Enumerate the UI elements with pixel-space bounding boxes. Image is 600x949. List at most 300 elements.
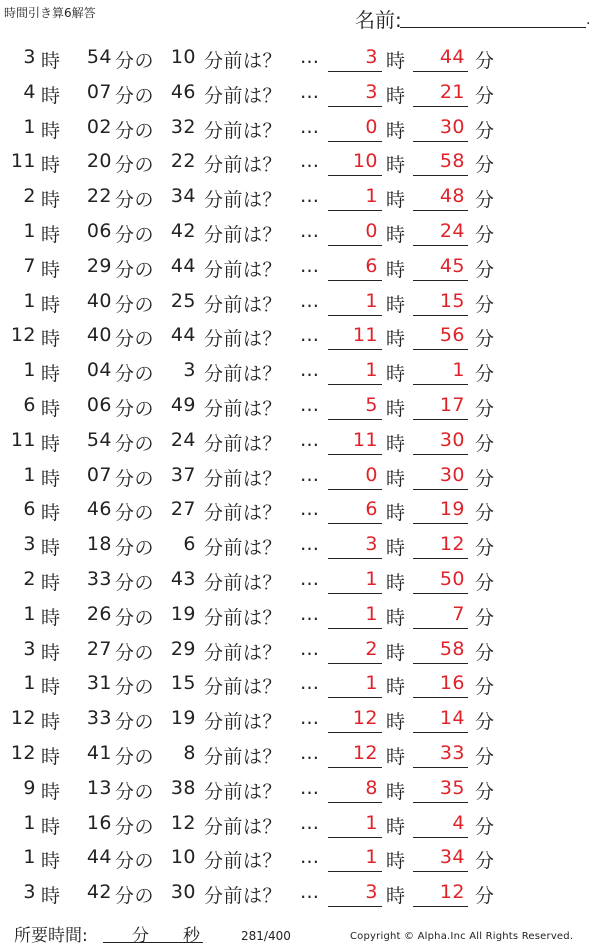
answer-minute-label: 分 <box>475 745 495 768</box>
minute-of-label: 分の <box>115 84 155 107</box>
minutes-before: 19 <box>170 707 196 730</box>
answer-minute-blank[interactable] <box>413 384 468 385</box>
start-minute: 02 <box>86 115 112 138</box>
answer-hour-label: 時 <box>386 84 406 107</box>
answer-minute-label: 分 <box>475 885 495 908</box>
problem-row <box>0 875 600 910</box>
answer-minute: 14 <box>439 707 465 730</box>
start-hour: 11 <box>10 150 36 173</box>
start-minute: 20 <box>86 150 112 173</box>
question-label: 分前は？ <box>204 502 283 525</box>
answer-hour: 1 <box>365 672 378 695</box>
answer-hour: 1 <box>365 289 378 312</box>
problem-row <box>0 701 600 736</box>
problem-row <box>0 806 600 841</box>
answer-hour: 5 <box>365 393 378 416</box>
answer-minute: 58 <box>439 150 465 173</box>
ellipsis: … <box>300 463 319 486</box>
answer-hour: 1 <box>365 846 378 869</box>
answer-hour-blank[interactable] <box>328 349 382 350</box>
answer-minute-blank[interactable] <box>413 419 468 420</box>
answer-hour-blank[interactable] <box>328 558 382 559</box>
question-label: 分前は？ <box>204 641 283 664</box>
minutes-before: 30 <box>170 881 196 904</box>
ellipsis: … <box>300 741 319 764</box>
answer-minute: 34 <box>439 846 465 869</box>
answer-hour-label: 時 <box>386 571 406 594</box>
answer-minute: 1 <box>452 359 465 382</box>
answer-hour-label: 時 <box>386 154 406 177</box>
ellipsis: … <box>300 776 319 799</box>
answer-hour-blank[interactable] <box>328 593 382 594</box>
start-minute: 18 <box>86 533 112 556</box>
minute-of-label: 分の <box>115 676 155 699</box>
answer-minute: 50 <box>439 567 465 590</box>
answer-minute-blank[interactable] <box>413 628 468 629</box>
answer-minute-blank[interactable] <box>413 245 468 246</box>
answer-minute-blank[interactable] <box>413 837 468 838</box>
start-hour: 3 <box>23 533 36 556</box>
start-hour: 1 <box>23 289 36 312</box>
answer-minute-label: 分 <box>475 293 495 316</box>
answer-minute: 21 <box>439 80 465 103</box>
answer-hour: 1 <box>365 359 378 382</box>
answer-hour: 11 <box>352 428 378 451</box>
answer-minute-label: 分 <box>475 223 495 246</box>
start-hour: 12 <box>10 707 36 730</box>
answer-minute: 7 <box>452 602 465 625</box>
answer-minute-label: 分 <box>475 50 495 72</box>
hour-label: 時 <box>41 571 61 594</box>
answer-minute-blank[interactable] <box>413 523 468 524</box>
minute-of-label: 分の <box>115 537 155 560</box>
answer-minute-blank[interactable] <box>413 871 468 872</box>
answer-minute-blank[interactable] <box>413 697 468 698</box>
start-hour: 1 <box>23 359 36 382</box>
answer-hour-label: 時 <box>386 641 406 664</box>
name-field-line[interactable] <box>400 27 586 28</box>
ellipsis: … <box>300 811 319 834</box>
problem-row <box>0 597 600 632</box>
answer-hour-blank[interactable] <box>328 837 382 838</box>
minute-of-label: 分の <box>115 397 155 420</box>
answer-minute-blank[interactable] <box>413 210 468 211</box>
ellipsis: … <box>300 428 319 451</box>
answer-minute-blank[interactable] <box>413 732 468 733</box>
answer-hour-label: 時 <box>386 467 406 490</box>
answer-minute-label: 分 <box>475 571 495 594</box>
minute-of-label: 分の <box>115 328 155 351</box>
question-label: 分前は？ <box>204 293 283 316</box>
answer-hour-blank[interactable] <box>328 906 382 907</box>
start-hour: 1 <box>23 846 36 869</box>
problem-row <box>0 144 600 179</box>
hour-label: 時 <box>41 154 61 177</box>
problem-row <box>0 632 600 667</box>
answer-hour-label: 時 <box>386 676 406 699</box>
answer-minute-blank[interactable] <box>413 454 468 455</box>
problem-row <box>0 318 600 353</box>
time-spent-label: 所要時間: <box>14 926 88 946</box>
minute-of-label: 分の <box>115 154 155 177</box>
ellipsis: … <box>300 672 319 695</box>
minutes-before: 27 <box>170 498 196 521</box>
start-minute: 41 <box>86 741 112 764</box>
page-number: 281/400 <box>241 929 291 943</box>
ellipsis: … <box>300 881 319 904</box>
worksheet-title: 時間引き算6解答 <box>4 6 96 20</box>
answer-hour-label: 時 <box>386 850 406 873</box>
time-spent-minute-label: 分 <box>132 926 149 946</box>
answer-hour-blank[interactable] <box>328 71 382 72</box>
answer-minute-blank[interactable] <box>413 315 468 316</box>
minutes-before: 8 <box>183 741 196 764</box>
question-label: 分前は？ <box>204 363 283 386</box>
answer-minute-label: 分 <box>475 432 495 455</box>
answer-minute: 30 <box>439 463 465 486</box>
start-hour: 4 <box>23 80 36 103</box>
answer-hour-blank[interactable] <box>328 315 382 316</box>
problem-row <box>0 492 600 527</box>
minutes-before: 29 <box>170 637 196 660</box>
question-label: 分前は？ <box>204 84 283 107</box>
ellipsis: … <box>300 46 319 68</box>
answer-hour-blank[interactable] <box>328 663 382 664</box>
hour-label: 時 <box>41 119 61 142</box>
answer-minute-blank[interactable] <box>413 175 468 176</box>
answer-minute-blank[interactable] <box>413 802 468 803</box>
minute-of-label: 分の <box>115 432 155 455</box>
answer-minute-label: 分 <box>475 84 495 107</box>
ellipsis: … <box>300 846 319 869</box>
answer-hour-blank[interactable] <box>328 732 382 733</box>
minutes-before: 24 <box>170 428 196 451</box>
minute-of-label: 分の <box>115 467 155 490</box>
question-label: 分前は？ <box>204 885 283 908</box>
problem-row <box>0 423 600 458</box>
problem-row <box>0 527 600 562</box>
answer-hour: 1 <box>365 567 378 590</box>
start-hour: 3 <box>23 46 36 68</box>
start-minute: 07 <box>86 80 112 103</box>
answer-hour: 0 <box>365 463 378 486</box>
answer-minute-label: 分 <box>475 606 495 629</box>
ellipsis: … <box>300 150 319 173</box>
answer-hour: 3 <box>365 881 378 904</box>
answer-hour: 12 <box>352 707 378 730</box>
ellipsis: … <box>300 567 319 590</box>
question-label: 分前は？ <box>204 676 283 699</box>
problem-row <box>0 458 600 493</box>
start-minute: 33 <box>86 707 112 730</box>
minutes-before: 38 <box>170 776 196 799</box>
hour-label: 時 <box>41 815 61 838</box>
start-minute: 07 <box>86 463 112 486</box>
hour-label: 時 <box>41 432 61 455</box>
question-label: 分前は？ <box>204 711 283 734</box>
answer-hour-blank[interactable] <box>328 767 382 768</box>
minute-of-label: 分の <box>115 502 155 525</box>
answer-minute-blank[interactable] <box>413 280 468 281</box>
problem-row <box>0 214 600 249</box>
answer-minute-blank[interactable] <box>413 349 468 350</box>
start-minute: 33 <box>86 567 112 590</box>
question-label: 分前は？ <box>204 467 283 490</box>
answer-minute-label: 分 <box>475 258 495 281</box>
problem-row <box>0 110 600 145</box>
answer-minute-label: 分 <box>475 537 495 560</box>
start-hour: 1 <box>23 115 36 138</box>
answer-hour-blank[interactable] <box>328 489 382 490</box>
answer-minute-label: 分 <box>475 502 495 525</box>
minute-of-label: 分の <box>115 850 155 873</box>
answer-minute-blank[interactable] <box>413 906 468 907</box>
start-minute: 42 <box>86 881 112 904</box>
minute-of-label: 分の <box>115 363 155 386</box>
answer-minute-blank[interactable] <box>413 593 468 594</box>
answer-hour-blank[interactable] <box>328 697 382 698</box>
answer-hour: 10 <box>352 150 378 173</box>
start-hour: 3 <box>23 637 36 660</box>
answer-hour-blank[interactable] <box>328 802 382 803</box>
answer-minute-label: 分 <box>475 780 495 803</box>
minute-of-label: 分の <box>115 885 155 908</box>
answer-hour: 11 <box>352 324 378 347</box>
minute-of-label: 分の <box>115 606 155 629</box>
answer-hour-blank[interactable] <box>328 871 382 872</box>
start-minute: 44 <box>86 846 112 869</box>
answer-hour: 6 <box>365 254 378 277</box>
start-minute: 13 <box>86 776 112 799</box>
answer-hour-blank[interactable] <box>328 106 382 107</box>
answer-minute: 30 <box>439 428 465 451</box>
answer-minute-label: 分 <box>475 641 495 664</box>
answer-minute-blank[interactable] <box>413 663 468 664</box>
ellipsis: … <box>300 324 319 347</box>
answer-hour-blank[interactable] <box>328 245 382 246</box>
answer-hour: 0 <box>365 219 378 242</box>
minutes-before: 44 <box>170 254 196 277</box>
answer-hour: 1 <box>365 602 378 625</box>
start-minute: 06 <box>86 219 112 242</box>
answer-minute-blank[interactable] <box>413 558 468 559</box>
minutes-before: 15 <box>170 672 196 695</box>
start-minute: 27 <box>86 637 112 660</box>
answer-hour: 3 <box>365 533 378 556</box>
answer-hour-label: 時 <box>386 119 406 142</box>
minutes-before: 10 <box>170 846 196 869</box>
answer-minute: 56 <box>439 324 465 347</box>
minutes-before: 46 <box>170 80 196 103</box>
minute-of-label: 分の <box>115 119 155 142</box>
hour-label: 時 <box>41 84 61 107</box>
start-minute: 26 <box>86 602 112 625</box>
hour-label: 時 <box>41 397 61 420</box>
answer-hour-label: 時 <box>386 711 406 734</box>
answer-minute-blank[interactable] <box>413 767 468 768</box>
answer-hour-label: 時 <box>386 502 406 525</box>
answer-hour-blank[interactable] <box>328 141 382 142</box>
answer-minute-blank[interactable] <box>413 106 468 107</box>
start-hour: 7 <box>23 254 36 277</box>
ellipsis: … <box>300 533 319 556</box>
ellipsis: … <box>300 289 319 312</box>
minutes-before: 22 <box>170 150 196 173</box>
problem-row <box>0 840 600 875</box>
hour-label: 時 <box>41 223 61 246</box>
answer-hour-label: 時 <box>386 189 406 212</box>
start-minute: 29 <box>86 254 112 277</box>
answer-hour-label: 時 <box>386 745 406 768</box>
start-minute: 22 <box>86 185 112 208</box>
answer-hour-blank[interactable] <box>328 454 382 455</box>
ellipsis: … <box>300 707 319 730</box>
ellipsis: … <box>300 185 319 208</box>
answer-hour-blank[interactable] <box>328 628 382 629</box>
answer-minute: 30 <box>439 115 465 138</box>
ellipsis: … <box>300 80 319 103</box>
start-minute: 06 <box>86 393 112 416</box>
answer-minute-label: 分 <box>475 328 495 351</box>
question-label: 分前は？ <box>204 258 283 281</box>
answer-hour-label: 時 <box>386 363 406 386</box>
question-label: 分前は？ <box>204 223 283 246</box>
time-spent-second-label: 秒 <box>183 926 200 946</box>
answer-minute: 44 <box>439 46 465 68</box>
answer-minute-label: 分 <box>475 363 495 386</box>
minute-of-label: 分の <box>115 50 155 72</box>
answer-minute: 35 <box>439 776 465 799</box>
start-hour: 11 <box>10 428 36 451</box>
answer-minute: 48 <box>439 185 465 208</box>
answer-hour-blank[interactable] <box>328 523 382 524</box>
start-minute: 04 <box>86 359 112 382</box>
answer-minute-blank[interactable] <box>413 141 468 142</box>
answer-hour-label: 時 <box>386 606 406 629</box>
question-label: 分前は？ <box>204 154 283 177</box>
answer-minute: 4 <box>452 811 465 834</box>
answer-minute: 58 <box>439 637 465 660</box>
minutes-before: 12 <box>170 811 196 834</box>
ellipsis: … <box>300 115 319 138</box>
minutes-before: 32 <box>170 115 196 138</box>
answer-hour-blank[interactable] <box>328 384 382 385</box>
start-minute: 31 <box>86 672 112 695</box>
copyright-notice: Copyright © Alpha.Inc All Rights Reserved. <box>350 931 574 942</box>
hour-label: 時 <box>41 850 61 873</box>
ellipsis: … <box>300 393 319 416</box>
minutes-before: 42 <box>170 219 196 242</box>
minutes-before: 25 <box>170 289 196 312</box>
start-minute: 54 <box>86 46 112 68</box>
start-hour: 2 <box>23 185 36 208</box>
answer-hour-blank[interactable] <box>328 175 382 176</box>
start-minute: 40 <box>86 324 112 347</box>
answer-minute: 24 <box>439 219 465 242</box>
problem-row <box>0 284 600 319</box>
minutes-before: 6 <box>183 533 196 556</box>
hour-label: 時 <box>41 502 61 525</box>
minutes-before: 34 <box>170 185 196 208</box>
start-hour: 1 <box>23 672 36 695</box>
start-minute: 40 <box>86 289 112 312</box>
answer-hour: 6 <box>365 498 378 521</box>
name-field-dot: . <box>586 12 591 28</box>
ellipsis: … <box>300 637 319 660</box>
answer-minute-label: 分 <box>475 711 495 734</box>
answer-minute: 12 <box>439 533 465 556</box>
question-label: 分前は？ <box>204 815 283 838</box>
start-hour: 1 <box>23 219 36 242</box>
answer-minute: 17 <box>439 393 465 416</box>
question-label: 分前は？ <box>204 50 283 72</box>
hour-label: 時 <box>41 328 61 351</box>
answer-minute-label: 分 <box>475 119 495 142</box>
hour-label: 時 <box>41 641 61 664</box>
answer-minute: 19 <box>439 498 465 521</box>
answer-hour: 2 <box>365 637 378 660</box>
start-hour: 1 <box>23 811 36 834</box>
question-label: 分前は？ <box>204 780 283 803</box>
answer-hour-label: 時 <box>386 537 406 560</box>
start-hour: 3 <box>23 881 36 904</box>
start-hour: 12 <box>10 741 36 764</box>
minute-of-label: 分の <box>115 189 155 212</box>
answer-minute-blank[interactable] <box>413 489 468 490</box>
minute-of-label: 分の <box>115 711 155 734</box>
minutes-before: 49 <box>170 393 196 416</box>
answer-hour-label: 時 <box>386 50 406 72</box>
hour-label: 時 <box>41 258 61 281</box>
hour-label: 時 <box>41 676 61 699</box>
answer-hour-label: 時 <box>386 258 406 281</box>
answer-minute-label: 分 <box>475 154 495 177</box>
problem-row <box>0 179 600 214</box>
answer-hour-blank[interactable] <box>328 280 382 281</box>
start-minute: 54 <box>86 428 112 451</box>
answer-hour-blank[interactable] <box>328 210 382 211</box>
answer-hour: 12 <box>352 741 378 764</box>
answer-hour-label: 時 <box>386 885 406 908</box>
problem-row <box>0 353 600 388</box>
hour-label: 時 <box>41 293 61 316</box>
minute-of-label: 分の <box>115 258 155 281</box>
answer-minute-label: 分 <box>475 467 495 490</box>
answer-hour-label: 時 <box>386 328 406 351</box>
minutes-before: 3 <box>183 359 196 382</box>
hour-label: 時 <box>41 189 61 212</box>
start-hour: 9 <box>23 776 36 799</box>
minute-of-label: 分の <box>115 815 155 838</box>
answer-minute-blank[interactable] <box>413 71 468 72</box>
answer-minute-label: 分 <box>475 850 495 873</box>
hour-label: 時 <box>41 711 61 734</box>
minute-of-label: 分の <box>115 293 155 316</box>
ellipsis: … <box>300 602 319 625</box>
problem-row <box>0 562 600 597</box>
hour-label: 時 <box>41 467 61 490</box>
start-hour: 1 <box>23 602 36 625</box>
answer-hour-label: 時 <box>386 293 406 316</box>
question-label: 分前は？ <box>204 432 283 455</box>
hour-label: 時 <box>41 537 61 560</box>
answer-hour-blank[interactable] <box>328 419 382 420</box>
minute-of-label: 分の <box>115 571 155 594</box>
answer-hour-label: 時 <box>386 223 406 246</box>
answer-hour-label: 時 <box>386 815 406 838</box>
answer-hour-label: 時 <box>386 432 406 455</box>
start-hour: 1 <box>23 463 36 486</box>
